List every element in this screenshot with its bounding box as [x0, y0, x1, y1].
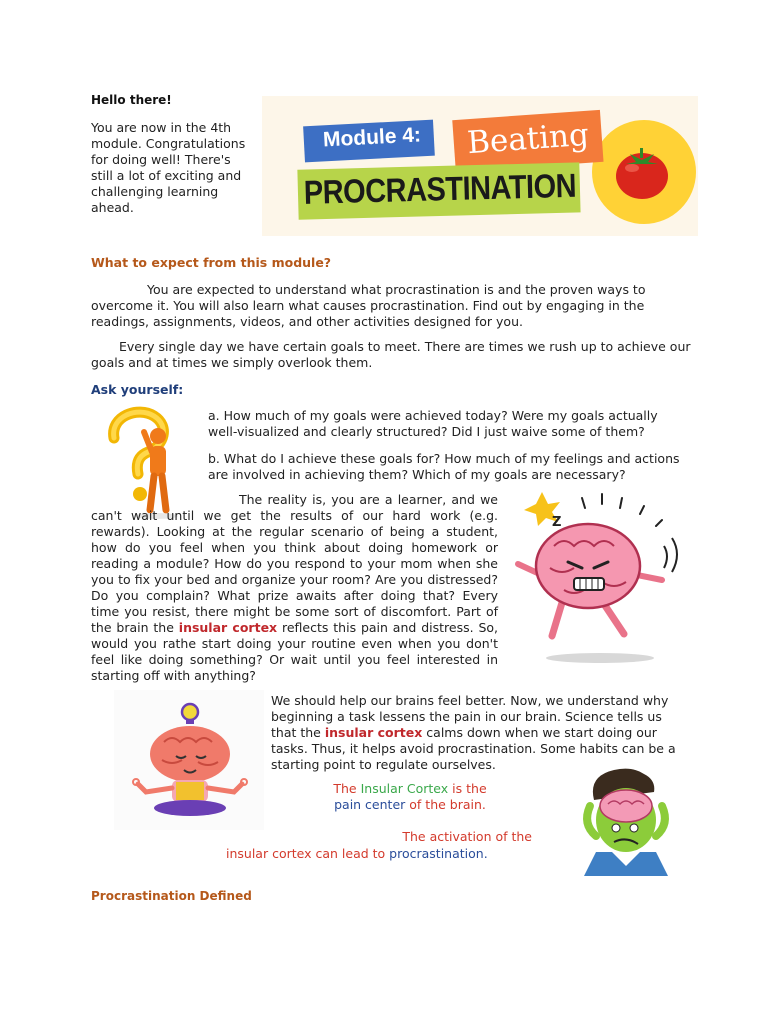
fact-activation: [226, 846, 526, 862]
intro-text: You are now in the 4th module. Congratulations for doing well! There's still a lot of exciting and challenging learning ahead.: [91, 120, 246, 215]
meditating-brain-illustration: [114, 690, 264, 830]
reality-paragraph: [91, 492, 498, 684]
headache-person-illustration: [572, 766, 678, 876]
fact-1-b: Insular Cortex: [360, 781, 449, 796]
expect-para-1: You are expected to understand what procrastination is and the proven ways to overcome it. You will also learn what causes procrastination. Find out by engaging in the readings, assignments, videos, and other activities designed for you.: [91, 282, 646, 329]
defined-heading: Procrastination Defined: [91, 889, 252, 903]
reality-part-2: reflects this pain and distress. So, would you rathe start doing your routine even when you don't feel like doing something? Or wait until you feel interested in starting off with anything?: [91, 620, 498, 683]
fact-1-d: pain center: [334, 797, 406, 812]
reality-highlight: insular cortex: [178, 620, 278, 635]
angry-brain-illustration: [504, 486, 684, 666]
reality-part-1: The reality is, you are a learner, and we can't wait until we get the results of our hard work (e.g. rewards). Looking at the regular scenario of being a student, how do you feel when you think about doing homework or reading a module? How do you respond to your mom when she you to fix your bed and organize your room? Are you distressed? Do you complain? What prize awaits after doing that? Every time you resist, there might be some sort of discomfort. Part of the brain the: [91, 492, 498, 635]
procrastination-label: PROCRASTINATION: [303, 167, 577, 212]
fact-pain-center: [300, 781, 520, 813]
banner-graphic: [262, 96, 698, 236]
module-banner: [262, 96, 698, 236]
fact-1-e: of the brain.: [409, 797, 486, 812]
help-highlight: insular cortex: [324, 725, 423, 740]
fact-2-b: insular cortex can lead to: [226, 846, 386, 861]
help-part-1: We should help our brains feel better. Now, we understand why beginning a task lessens the pain in our brain. Science tells us that the: [271, 693, 669, 740]
help-paragraph: [271, 693, 691, 773]
svg-text:Z: Z: [552, 515, 562, 530]
fact-1-c: is the: [452, 781, 487, 796]
module-label: Module 4:: [322, 123, 422, 152]
expect-heading: What to expect from this module?: [91, 255, 332, 270]
help-part-2: calms down when we start doing our tasks. Thus, it helps avoid procrastination. Some habits can be a starting point to regulate ourselves.: [271, 725, 676, 772]
expect-para-2: Every single day we have certain goals to meet. There are times we rush up to achieve our goals and at times we simply overlook them.: [91, 339, 691, 370]
ask-heading: Ask yourself:: [91, 382, 184, 397]
greeting: Hello there!: [91, 93, 172, 107]
fact-2-a: The activation of the: [402, 829, 532, 844]
beating-label: Beating: [465, 116, 590, 162]
fact-2-c: procrastination: [389, 846, 484, 861]
fact-2-d: .: [483, 846, 488, 861]
question-a: a. How much of my goals were achieved today? Were my goals actually well-visualized and clearly structured? Did I just waive some of them?: [208, 408, 658, 439]
figure-head: [150, 428, 166, 444]
question-b: b. What do I achieve these goals for? How much of my feelings and actions are involved in achieving them? Which of my goals are necessary?: [208, 451, 680, 482]
fact-1-a: The: [333, 781, 357, 796]
